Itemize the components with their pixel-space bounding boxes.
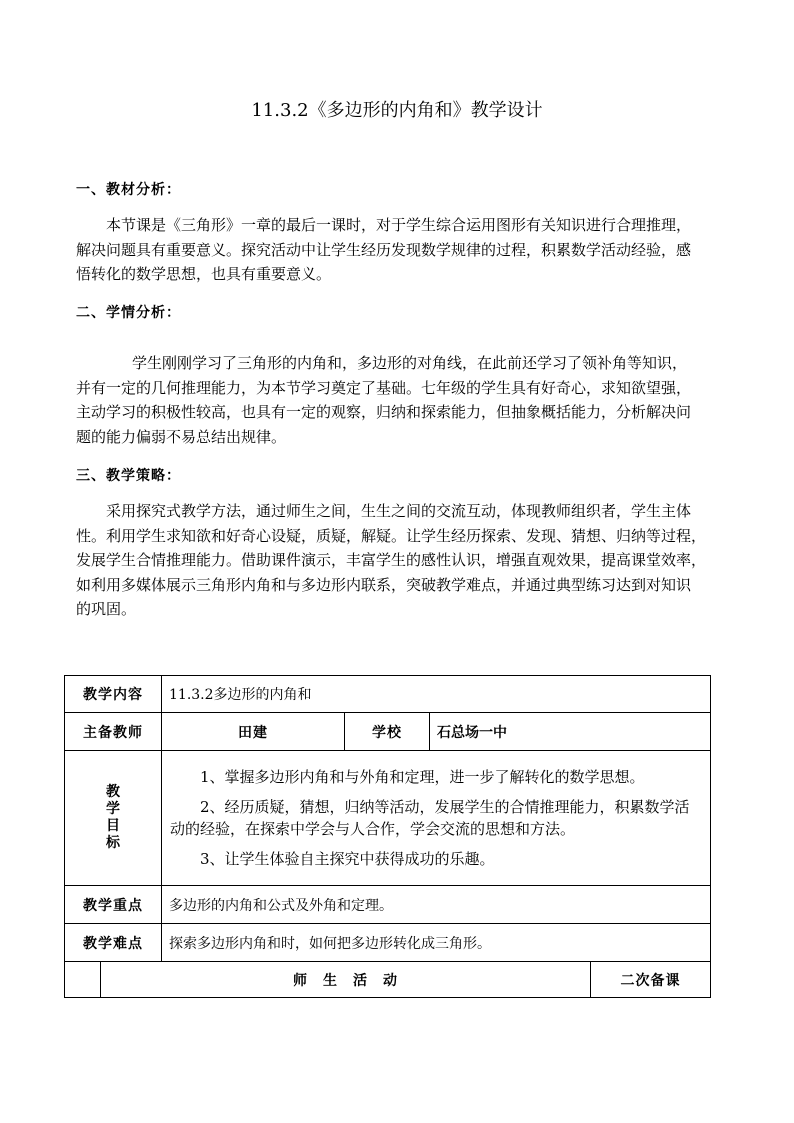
blank-cell [65, 962, 101, 998]
goal-item: 1、掌握多边形内角和与外角和定理，进一步了解转化的数学思想。 [200, 768, 645, 786]
difficulty-value: 探索多边形内角和时，如何把多边形转化成三角形。 [162, 924, 711, 962]
row-content [65, 676, 711, 713]
section-body-textbook [76, 213, 724, 287]
body-line: 解决问题具有重要意义。探究活动中让学生经历发现数学规律的过程，积累数学活动经验，感 [76, 240, 692, 259]
body-line: 发展学生合情推理能力。借助课件演示，丰富学生的感性认识，增强直观效果，提高课堂效率， [76, 551, 707, 569]
activity-label: 师 生 活 动 [101, 962, 591, 998]
section-heading-textbook: 一、教材分析： [76, 182, 181, 198]
body-line: 的巩固。 [76, 600, 137, 618]
section-body-strategy [76, 499, 724, 622]
key-value: 多边形的内角和公式及外角和定理。 [162, 886, 711, 924]
body-line: 悟转化的数学思想，也具有重要意义。 [76, 265, 332, 283]
content-label: 教学内容 [65, 676, 162, 713]
body-line: 学生刚刚学习了三角形的内角和，多边形的对角线，在此前还学习了领补角等知识， [132, 354, 688, 372]
row-activity-header [65, 962, 711, 998]
goals-label [65, 751, 162, 886]
body-line: 如利用多媒体展示三角形内角和与多边形内联系，突破教学难点，并通过典型练习达到对知识 [76, 575, 692, 594]
school-label: 学校 [345, 713, 430, 751]
document-title: 11.3.2《多边形的内角和》教学设计 [251, 100, 543, 121]
goals-label-char: 标 [106, 835, 120, 851]
difficulty-label: 教学难点 [65, 924, 162, 962]
teacher-label: 主备教师 [65, 713, 162, 751]
section-heading-students: 二、学情分析： [76, 305, 181, 321]
revision-label: 二次备课 [591, 962, 711, 998]
goals-label-char: 目 [106, 818, 120, 834]
row-difficulty [65, 924, 711, 962]
row-goals [65, 751, 711, 886]
row-teacher [65, 713, 711, 751]
section-body-students [76, 351, 724, 449]
row-key-points [65, 886, 711, 924]
school-value: 石总场一中 [430, 713, 711, 751]
body-line: 本节课是《三角形》一章的最后一课时，对于学生综合运用图形有关知识进行合理推理， [106, 216, 692, 234]
body-line: 题的能力偏弱不易总结出规律。 [76, 427, 287, 446]
body-line: 主动学习的积极性较高，也具有一定的观察，归纳和探索能力，但抽象概括能力，分析解决问 [76, 403, 692, 421]
goal-item: 2、经历质疑，猜想，归纳等活动，发展学生的合情推理能力，积累数学活动的经验，在探索中学会与人合作，学会交流的思想和方法。 [170, 798, 690, 838]
lesson-plan-table [64, 675, 711, 998]
content-value: 11.3.2多边形的内角和 [162, 676, 711, 713]
body-line: 性。利用学生求知欲和好奇心设疑，质疑，解疑。让学生经历探索、发现、猜想、归纳等过程， [76, 526, 707, 545]
goals-list [162, 751, 711, 886]
section-heading-strategy: 三、教学策略： [76, 468, 181, 484]
goals-label-char: 教 [106, 784, 120, 800]
body-line: 并有一定的几何推理能力，为本节学习奠定了基础。七年级的学生具有好奇心，求知欲望强， [76, 378, 692, 397]
body-line: 采用探究式教学方法，通过师生之间，生生之间的交流互动，体现教师组织者，学生主体 [106, 502, 692, 520]
goal-item: 3、让学生体验自主探究中获得成功的乐趣。 [200, 850, 495, 868]
key-label: 教学重点 [65, 886, 162, 924]
goals-label-char: 学 [106, 801, 120, 817]
teacher-value: 田建 [162, 713, 345, 751]
